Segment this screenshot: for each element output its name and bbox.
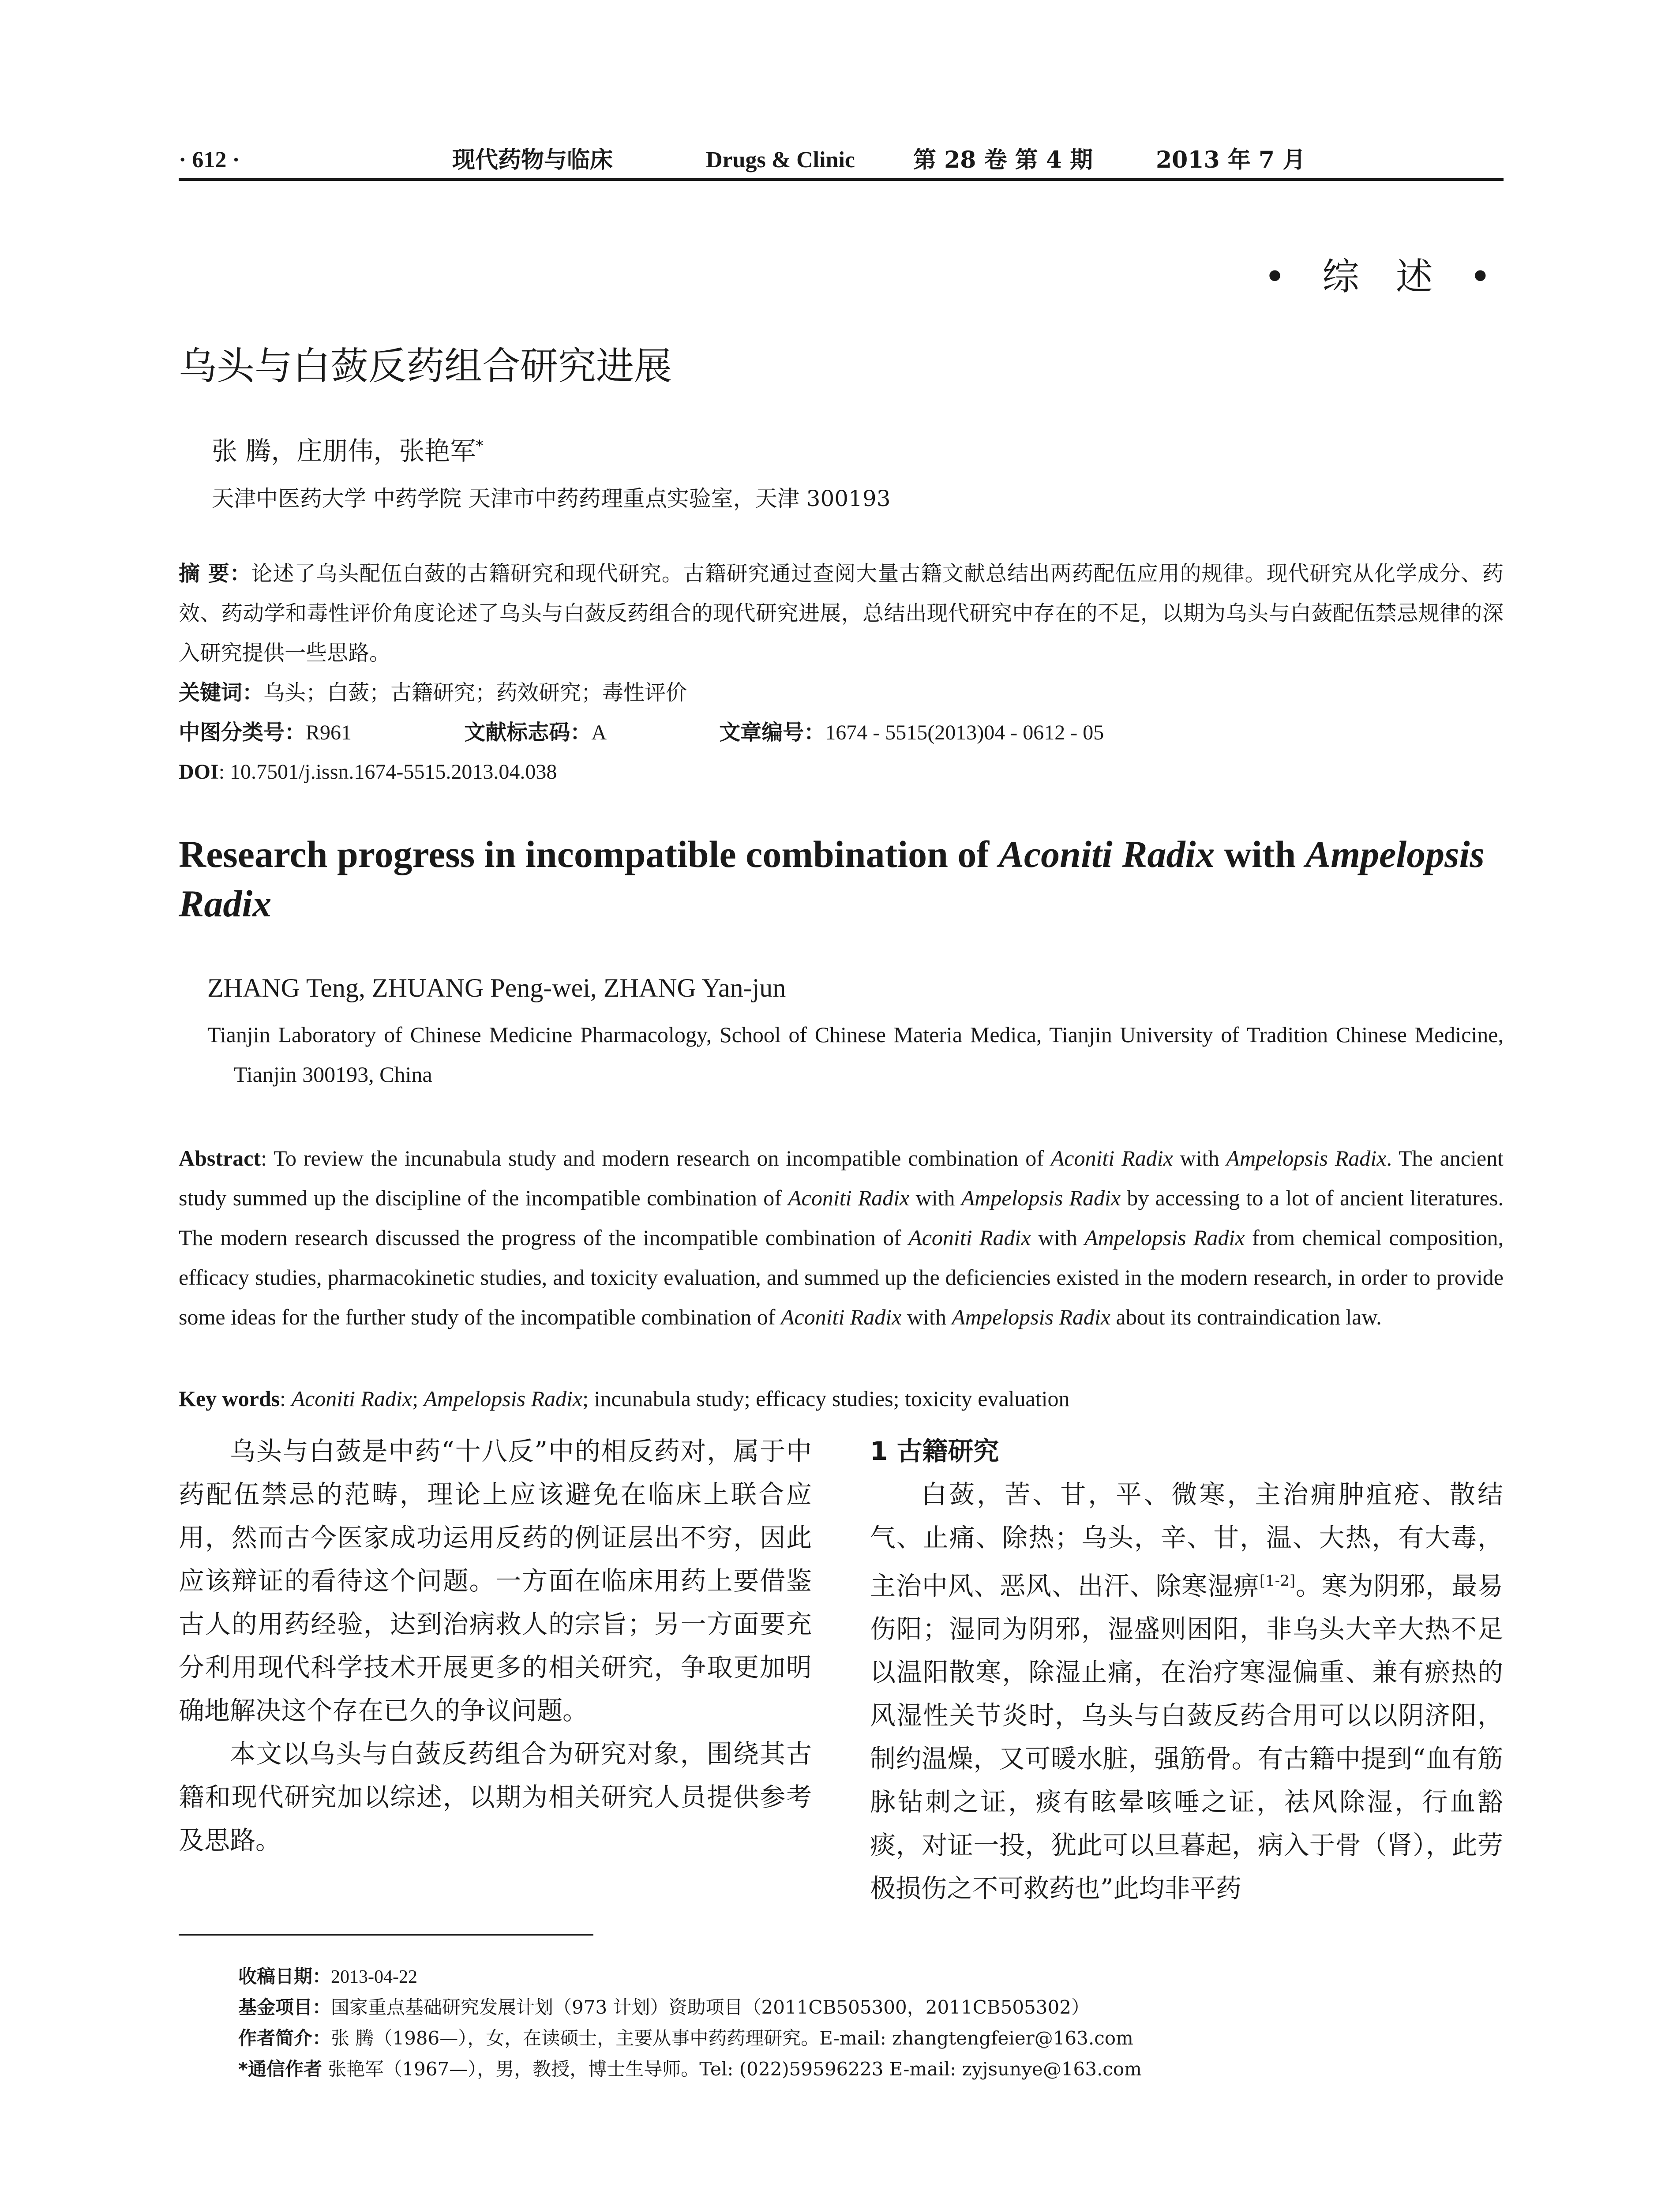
abstract-cn-label: 摘 要： [179,561,251,586]
term-ampelopsis: Ampelopsis Radix [961,1186,1121,1210]
footnote-label: 收稿日期： [238,1966,331,1987]
footnote-bio [238,2023,1133,2054]
footnote-received [238,1961,417,1992]
keywords-cn-label: 关键词： [179,680,264,705]
authors-cn-names: 张 腾，庄朋伟，张艳军 [212,436,476,466]
keywords-en-sep: ; [412,1386,424,1411]
term-aconiti: Aconiti Radix [291,1386,412,1411]
title-en-text-2: with [1215,833,1305,875]
body-paragraph: 乌头与白蔹是中药“十八反”中的相反药对，属于中药配伍禁忌的范畴，理论上应该避免在临床上联合应用，然而古今医家成功运用反药的例证层出不穷，因此应该辩证的看待这个问题。一方面在临床用药上要借鉴古人的用药经验，达到治病救人的宗旨；另一方面要充分利用现代科学技术开展更多的相关研究，争取更加明确地解决这个存在已久的争议问题。 [179,1436,812,1726]
article-title-cn: 乌头与白蔹反药组合研究进展 [179,344,672,388]
citation-ref: [1-2] [1259,1572,1296,1590]
abstract-en-text: about its contraindication law. [1110,1305,1382,1329]
body-column-right [870,1429,1503,1910]
footnote-text: 2013-04-22 [331,1967,417,1987]
doi-label: DOI [179,760,219,784]
abstract-en-label: Abstract [179,1146,261,1171]
term-ampelopsis: Ampelopsis Radix [1084,1225,1245,1250]
footnote-text: 国家重点基础研究发展计划（973 计划）资助项目（2011CB505300，2011CB505302） [331,1996,1090,2018]
article-title-en [179,829,1504,928]
article-no-label: 文章编号： [719,720,825,745]
abstract-en-text: from chemical composition, efficacy studies, pharmacokinetic studies, and toxicity evaluation, and summed up the deficiencies existed in the modern research, in order to provide some ideas for the further study of the incompatible combination of [179,1225,1504,1329]
keywords-en-sep: : [280,1386,292,1411]
doc-code-value: A [591,721,607,744]
footnote-text: 张 腾（1986—），女，在读硕士，主要从事中药药理研究。E-mail: zhangtengfeier@163.com [331,2027,1133,2049]
abstract-en-text: with [1173,1146,1226,1171]
affiliation-en [207,1015,1504,1094]
body-paragraph: 本文以乌头与白蔹反药组合为研究对象，围绕其古籍和现代研究加以综述，以期为相关研究人员提供参考及思路。 [179,1739,812,1855]
journal-name-cn: 现代药物与临床 [452,146,613,173]
term-aconiti: Aconiti Radix [908,1225,1031,1250]
abstract-cn-text: 论述了乌头配伍白蔹的古籍研究和现代研究。古籍研究通过查阅大量古籍文献总结出两药配伍应用的规律。现代研究从化学成分、药效、药动学和毒性评价角度论述了乌头与白蔹反药组合的现代研究进展，总结出现代研究中存在的不足，以期为乌头与白蔹配伍禁忌规律的深入研究提供一些思路。 [179,561,1504,665]
section-tag: • 综 述 • [1264,255,1504,298]
title-en-text-1: Research progress in incompatible combination of [179,833,999,875]
abstract-en-text: by accessing to a lot of ancient literatures. The modern research discussed the progress of the incompatible combination of [179,1186,1504,1250]
keywords-en-text: ; incunabula study; efficacy studies; toxicity evaluation [582,1386,1070,1411]
term-ampelopsis: Ampelopsis Radix [1226,1146,1387,1171]
journal-name-en: Drugs & Clinic [706,147,855,173]
section-heading: 1 古籍研究 [870,1436,999,1466]
body-text: 。寒为阴邪，最易伤阳；湿同为阴邪，湿盛则困阳，非乌头大辛大热不足以温阳散寒，除湿止痛，在治疗寒湿偏重、兼有瘀热的风湿性关节炎时，乌头与白蔹反药合用可以以阴济阳，制约温燥，又可暖水脏，强筋骨。有古籍中提到“血有筋脉钻刺之证，痰有眩晕咳唾之证，祛风除湿，行血豁痰，对证一投，犹此可以旦暮起，病入于骨（肾），此劳极损伤之不可救药也”此均非平药 [870,1571,1503,1904]
abstract-en-text: with [901,1305,952,1329]
doi-value: : 10.7501/j.issn.1674-5515.2013.04.038 [218,760,557,784]
body-column-left [179,1429,812,1862]
keywords-en-label: Key words [179,1386,280,1411]
corresponding-mark: * [476,437,484,455]
article-no-value: 1674 - 5515(2013)04 - 0612 - 05 [825,721,1104,744]
issue-date: 2013 年 7 月 [1156,146,1306,173]
footnote-rule [179,1934,593,1936]
running-header [179,140,1504,180]
classification-line [179,713,1504,753]
abstract-en-text: . The ancient study summed up the discipline of the incompatible combination of [179,1146,1504,1210]
keywords-cn [179,673,1504,713]
term-aconiti: Aconiti Radix [780,1305,902,1329]
keywords-en [179,1379,1504,1418]
header-rule [179,178,1504,181]
keywords-cn-text: 乌头；白蔹；古籍研究；药效研究；毒性评价 [263,680,687,705]
page-number: · 612 · [179,147,240,173]
clc-value: R961 [306,721,352,744]
footnote-text: 张艳军（1967—），男，教授，博士生导师。Tel: (022)59596223 E-mail: zyjsunye@163.com [322,2058,1142,2080]
footnote-label: *通信作者 [238,2058,322,2080]
abstract-en-text: with [909,1186,961,1210]
affiliation-cn: 天津中医药大学 中药学院 天津市中药药理重点实验室，天津 300193 [212,486,891,511]
term-aconiti: Aconiti Radix [1050,1146,1173,1171]
footnote-corresponding [238,2054,1142,2085]
body-paragraph [870,1473,1503,1910]
footnote-label: 基金项目： [238,1996,331,2018]
authors-en: ZHANG Teng, ZHUANG Peng-wei, ZHANG Yan-jun [207,973,786,1002]
authors-cn [212,430,483,467]
doc-code-label: 文献标志码： [464,720,592,745]
abstract-en [179,1138,1504,1337]
affiliation-en-text: Tianjin Laboratory of Chinese Medicine Pharmacology, School of Chinese Materia Medica, Tianjin University of Tradition Chinese Medicine, Tianjin 300193, China [207,1022,1504,1087]
clc-label: 中图分类号： [179,720,306,745]
doi-line [179,752,1504,792]
abstract-en-text: : To review the incunabula study and modern research on incompatible combination of [261,1146,1051,1171]
abstract-en-text: with [1031,1225,1085,1250]
title-en-italic-2: Ampelopsis Radix [179,833,1485,925]
term-aconiti: Aconiti Radix [788,1186,910,1210]
term-ampelopsis: Ampelopsis Radix [424,1386,583,1411]
footnote-fund [238,1992,1090,2023]
abstract-cn [179,554,1504,673]
title-en-italic-1: Aconiti Radix [998,833,1215,875]
term-ampelopsis: Ampelopsis Radix [952,1305,1111,1329]
body-text: 白蔹，苦、甘，平、微寒，主治痈肿疽疮、散结气、止痛、除热；乌头，辛、甘，温、大热，有大毒，主治中风、恶风、出汗、除寒湿痹 [870,1479,1503,1601]
footnote-label: 作者简介： [238,2027,331,2049]
volume-issue: 第 28 卷 第 4 期 [913,146,1093,173]
